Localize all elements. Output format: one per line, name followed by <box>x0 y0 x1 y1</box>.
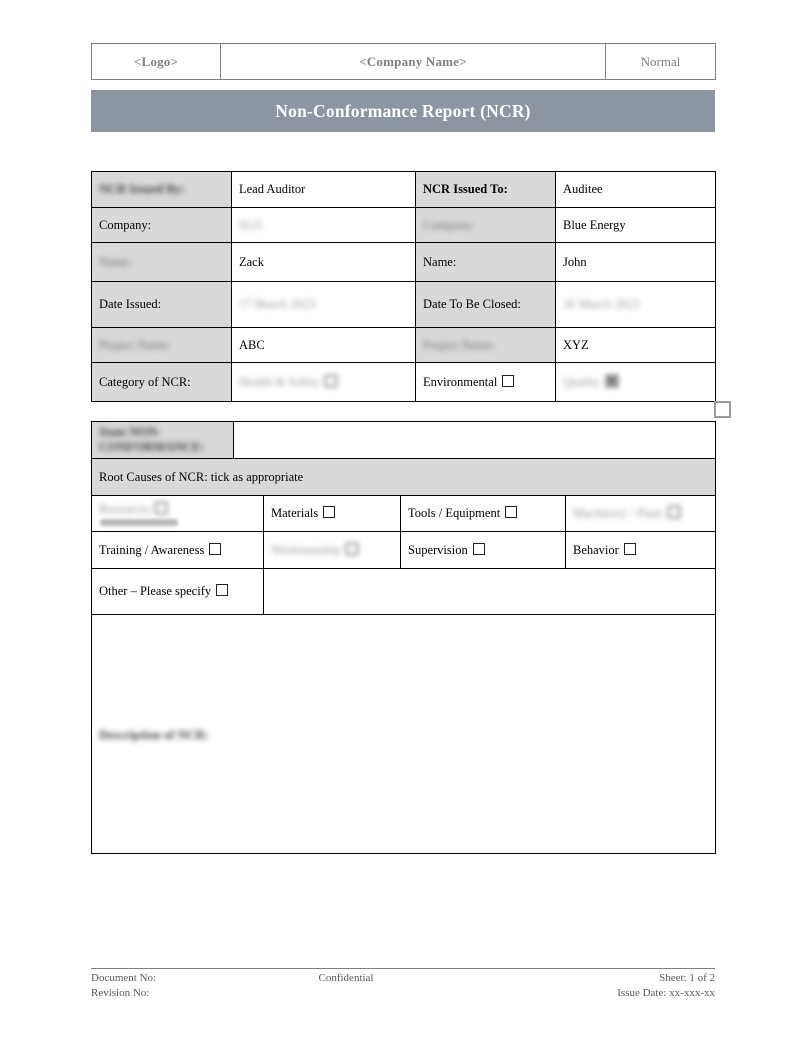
category-label: Category of NCR: <box>92 363 232 402</box>
cause-supervision-cell <box>401 532 566 569</box>
category-environmental-cell <box>416 363 556 402</box>
resources-label: Resources <box>99 501 151 516</box>
cause-machinery-cell <box>566 496 716 532</box>
date-issued-label: Date Issued: <box>92 282 232 328</box>
other-specify-label: Other – Please specify <box>99 584 212 598</box>
materials-checkbox[interactable] <box>323 506 335 518</box>
ncr-issued-by-value[interactable]: Lead Auditor <box>232 172 416 208</box>
cause-behavior-cell <box>566 532 716 569</box>
blurred-underline <box>100 519 178 526</box>
cause-other-cell <box>92 569 264 615</box>
training-awareness-label: Training / Awareness <box>99 542 205 557</box>
project-left-label: Project Name: <box>99 337 171 352</box>
tools-equipment-label: Tools / Equipment <box>408 506 501 520</box>
workmanship-label: Workmanship <box>271 542 341 557</box>
cause-resources-cell <box>92 496 264 532</box>
date-issued-value[interactable]: 17 March 2023 <box>232 282 416 328</box>
issue-date-label: Issue Date: xx-xxx-xx <box>617 987 715 999</box>
supervision-label: Supervision <box>408 542 468 557</box>
other-specify-checkbox[interactable] <box>216 584 228 596</box>
footer-divider <box>91 968 715 969</box>
environmental-checkbox[interactable] <box>502 375 514 387</box>
title-bar <box>91 90 715 132</box>
document-title: Non-Conformance Report (NCR) <box>275 100 531 121</box>
quality-checkbox[interactable] <box>606 375 618 387</box>
project-right-value[interactable]: XYZ <box>556 328 716 363</box>
company-left-label: Company: <box>92 208 232 243</box>
state-nonconformance-input[interactable] <box>234 422 716 459</box>
name-left-label: Name: <box>99 254 133 269</box>
quality-label: Quality <box>563 374 601 389</box>
training-awareness-checkbox[interactable] <box>209 543 221 555</box>
company-left-value[interactable]: SGS <box>232 208 416 243</box>
date-closed-value[interactable]: 26 March 2023 <box>556 282 716 328</box>
sheet-label: Sheet: 1 of 2 <box>659 972 715 984</box>
company-right-value[interactable]: Blue Energy <box>556 208 716 243</box>
environmental-label: Environmental <box>423 374 498 389</box>
margin-checkbox[interactable] <box>714 401 731 418</box>
logo-placeholder: <Logo> <box>92 44 221 80</box>
description-input[interactable] <box>92 615 716 854</box>
ncr-info-table <box>91 171 716 402</box>
machinery-plant-checkbox[interactable] <box>668 506 680 518</box>
health-safety-label: Health & Safety <box>239 374 321 389</box>
name-right-label: Name: <box>416 243 556 282</box>
footer-right <box>491 971 715 1001</box>
description-label: Description of NCR: <box>99 728 209 742</box>
category-quality-cell <box>556 363 716 402</box>
materials-label: Materials <box>271 506 319 520</box>
cause-materials-cell <box>264 496 401 532</box>
project-left-value[interactable]: ABC <box>232 328 416 363</box>
classification-label: Normal <box>606 44 716 80</box>
category-health-safety-cell <box>232 363 416 402</box>
ncr-issued-to-label: NCR Issued To: <box>416 172 556 208</box>
project-right-label: Project Name: <box>423 337 495 352</box>
cause-training-cell <box>92 532 264 569</box>
document-no-label: Document No: <box>91 972 157 984</box>
supervision-checkbox[interactable] <box>473 543 485 555</box>
revision-no-label: Revision No: <box>91 987 150 999</box>
ncr-issued-to-value[interactable]: Auditee <box>556 172 716 208</box>
state-nonconformance-label: State NON-CONFORMANCE: <box>99 424 205 455</box>
behavior-label: Behavior <box>573 542 619 557</box>
health-safety-checkbox[interactable] <box>325 375 337 387</box>
name-right-value[interactable]: John <box>556 243 716 282</box>
name-left-value[interactable]: Zack <box>232 243 416 282</box>
document-header-table <box>91 43 716 80</box>
footer-left <box>91 971 156 1001</box>
cause-workmanship-cell <box>264 532 401 569</box>
cause-tools-cell <box>401 496 566 532</box>
date-closed-label: Date To Be Closed: <box>416 282 556 328</box>
tools-equipment-checkbox[interactable] <box>505 506 517 518</box>
machinery-plant-label: Machinery / Plant <box>573 506 663 520</box>
other-specify-input[interactable] <box>264 569 716 615</box>
confidential-label: Confidential <box>318 972 374 984</box>
resources-checkbox[interactable] <box>155 502 167 514</box>
company-name-placeholder: <Company Name> <box>221 44 606 80</box>
workmanship-checkbox[interactable] <box>346 543 358 555</box>
root-causes-header: Root Causes of NCR: tick as appropriate <box>92 459 716 496</box>
behavior-checkbox[interactable] <box>624 543 636 555</box>
ncr-issued-by-label: NCR Issued By: <box>99 182 186 196</box>
root-causes-table <box>91 458 716 854</box>
state-nonconformance-row <box>91 421 716 459</box>
company-right-label: Company: <box>423 217 476 232</box>
